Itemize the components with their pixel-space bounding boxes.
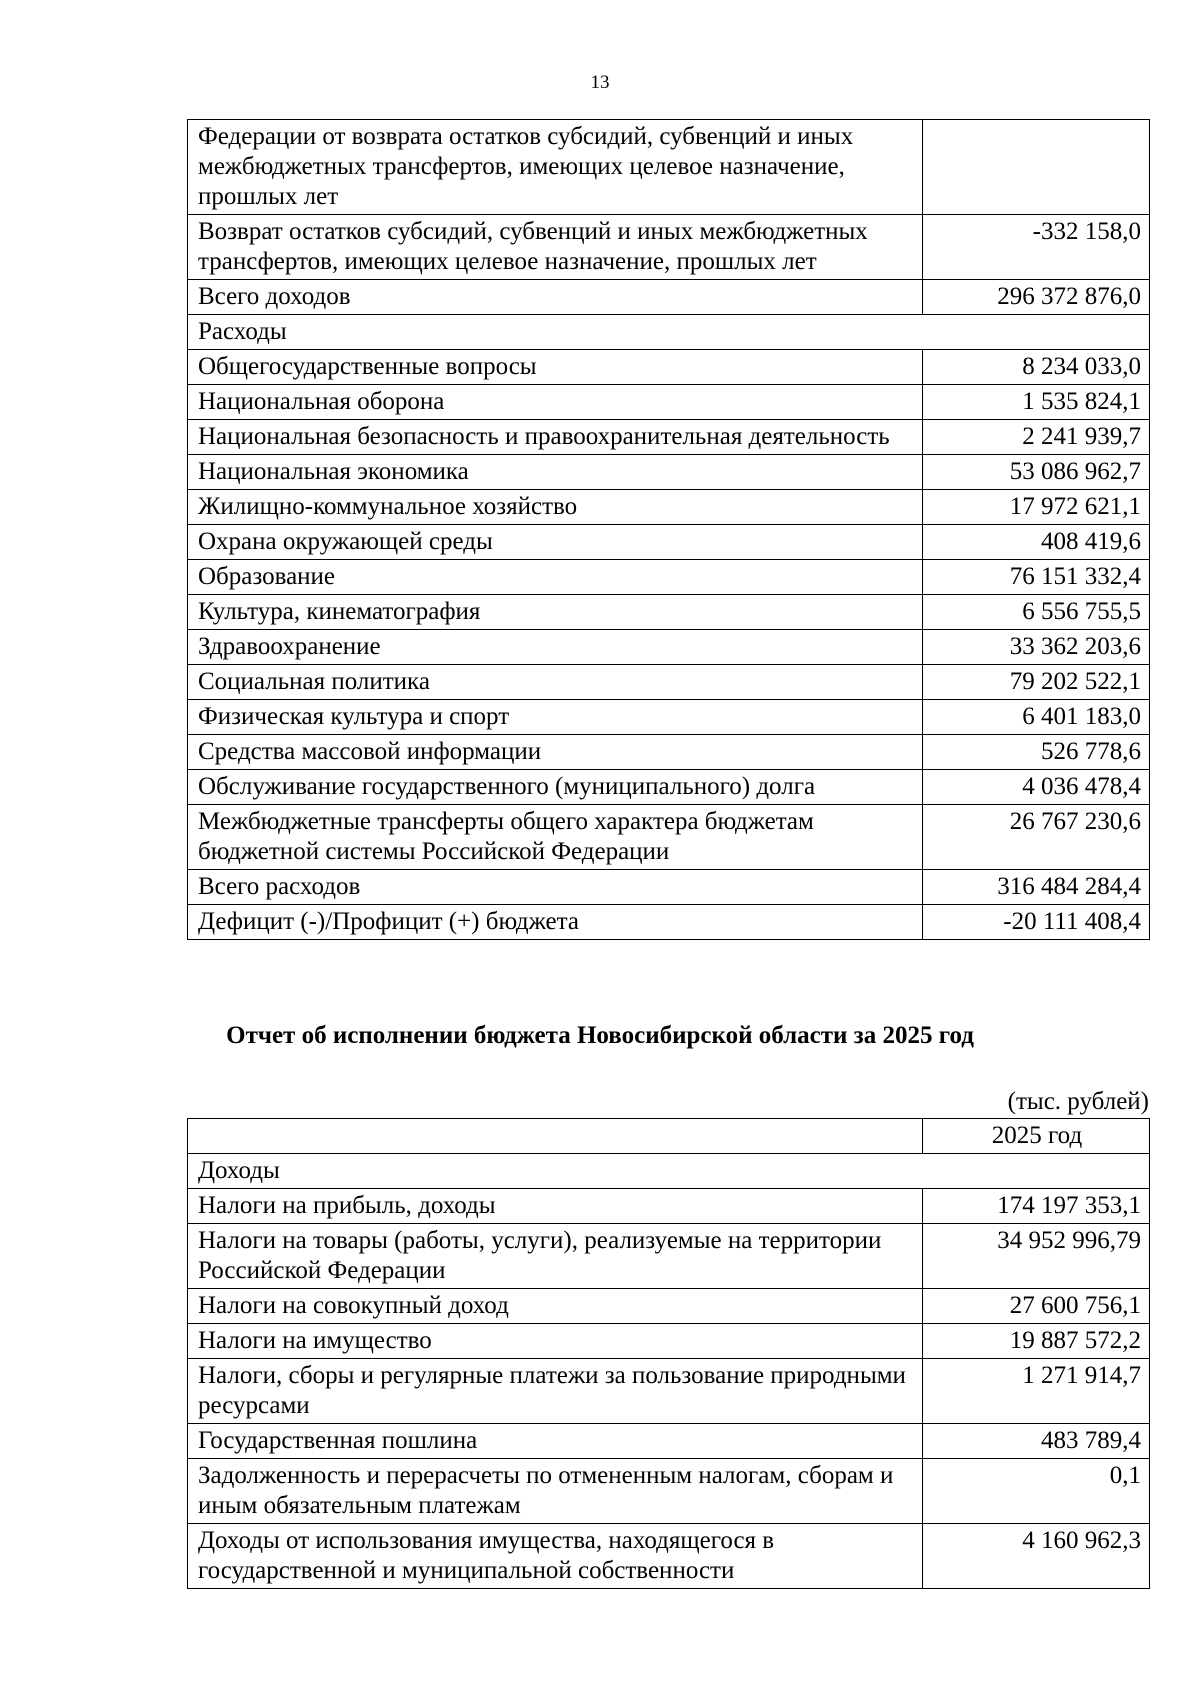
table-row [188,525,1150,560]
table-row [188,700,1150,735]
table-row [188,1524,1150,1589]
row-value: 33 362 203,6 [923,630,1150,665]
row-value: 1 535 824,1 [923,385,1150,420]
row-value: 6 401 183,0 [923,700,1150,735]
table-row [188,455,1150,490]
row-label: Национальная оборона [188,385,923,420]
report-title: Отчет об исполнении бюджета Новосибирской области за 2025 год [226,1022,974,1049]
budget-table-continued [187,119,1150,940]
table-row [188,280,1150,315]
row-label: Национальная экономика [188,455,923,490]
row-label: Здравоохранение [188,630,923,665]
row-label: Доходы от использования имущества, находящегося в государственной и муниципальной собственности [188,1524,923,1589]
row-value: -20 111 408,4 [923,905,1150,940]
table-row [188,560,1150,595]
table-row [188,1424,1150,1459]
row-value: 27 600 756,1 [923,1289,1150,1324]
row-value: 6 556 755,5 [923,595,1150,630]
section-label: Расходы [188,315,1150,350]
table-row [188,350,1150,385]
row-label: Образование [188,560,923,595]
table-row [188,1359,1150,1424]
table-row [188,385,1150,420]
row-label: Охрана окружающей среды [188,525,923,560]
column-header-year: 2025 год [923,1119,1150,1154]
row-label: Налоги на прибыль, доходы [188,1189,923,1224]
row-label: Дефицит (-)/Профицит (+) бюджета [188,905,923,940]
table-row [188,665,1150,700]
row-value: 174 197 353,1 [923,1189,1150,1224]
row-label: Средства массовой информации [188,735,923,770]
row-label: Налоги на совокупный доход [188,1289,923,1324]
table-row [188,490,1150,525]
row-value: 76 151 332,4 [923,560,1150,595]
row-label: Межбюджетные трансферты общего характера бюджетам бюджетной системы Российской Федерации [188,805,923,870]
section-row-expenses [188,315,1150,350]
table-row [188,595,1150,630]
row-value: 296 372 876,0 [923,280,1150,315]
table-row [188,805,1150,870]
table-row [188,735,1150,770]
row-label: Национальная безопасность и правоохранительная деятельность [188,420,923,455]
row-label: Жилищно-коммунальное хозяйство [188,490,923,525]
row-label: Государственная пошлина [188,1424,923,1459]
table-row [188,420,1150,455]
row-label: Задолженность и перерасчеты по отмененным налогам, сборам и иным обязательным платежам [188,1459,923,1524]
row-value: 1 271 914,7 [923,1359,1150,1424]
table-row [188,770,1150,805]
row-value: 483 789,4 [923,1424,1150,1459]
units-note: (тыс. рублей) [1007,1088,1149,1115]
row-label: Налоги, сборы и регулярные платежи за пользование природными ресурсами [188,1359,923,1424]
section-row-income [188,1154,1150,1189]
table-row [188,1289,1150,1324]
row-label: Физическая культура и спорт [188,700,923,735]
table-header-row [188,1119,1150,1154]
row-value: 17 972 621,1 [923,490,1150,525]
budget-report-table [187,1118,1150,1589]
table-row [188,1324,1150,1359]
row-value: 79 202 522,1 [923,665,1150,700]
row-label: Общегосударственные вопросы [188,350,923,385]
row-label: Всего расходов [188,870,923,905]
header-empty-cell [188,1119,923,1154]
table-row [188,120,1150,215]
row-value: 4 160 962,3 [923,1524,1150,1589]
row-value: 19 887 572,2 [923,1324,1150,1359]
row-value: 8 234 033,0 [923,350,1150,385]
row-label: Возврат остатков субсидий, субвенций и иных межбюджетных трансфертов, имеющих целевое назначение, прошлых лет [188,215,923,280]
row-value: 408 419,6 [923,525,1150,560]
row-value: -332 158,0 [923,215,1150,280]
row-label: Федерации от возврата остатков субсидий, субвенций и иных межбюджетных трансфертов, имеющих целевое назначение, прошлых лет [188,120,923,215]
table-row [188,630,1150,665]
row-label: Культура, кинематография [188,595,923,630]
row-label: Налоги на товары (работы, услуги), реализуемые на территории Российской Федерации [188,1224,923,1289]
row-value: 2 241 939,7 [923,420,1150,455]
table-row [188,905,1150,940]
row-value: 526 778,6 [923,735,1150,770]
row-label: Обслуживание государственного (муниципального) долга [188,770,923,805]
page-number: 13 [590,72,610,93]
table-row [188,1459,1150,1524]
row-value: 316 484 284,4 [923,870,1150,905]
table-row [188,870,1150,905]
row-value: 53 086 962,7 [923,455,1150,490]
row-value: 34 952 996,79 [923,1224,1150,1289]
row-value: 26 767 230,6 [923,805,1150,870]
row-value: 4 036 478,4 [923,770,1150,805]
row-value: 0,1 [923,1459,1150,1524]
table-row [188,1189,1150,1224]
row-label: Налоги на имущество [188,1324,923,1359]
table-row [188,215,1150,280]
row-label: Всего доходов [188,280,923,315]
section-label: Доходы [188,1154,1150,1189]
table-row [188,1224,1150,1289]
row-label: Социальная политика [188,665,923,700]
row-value [923,120,1150,215]
